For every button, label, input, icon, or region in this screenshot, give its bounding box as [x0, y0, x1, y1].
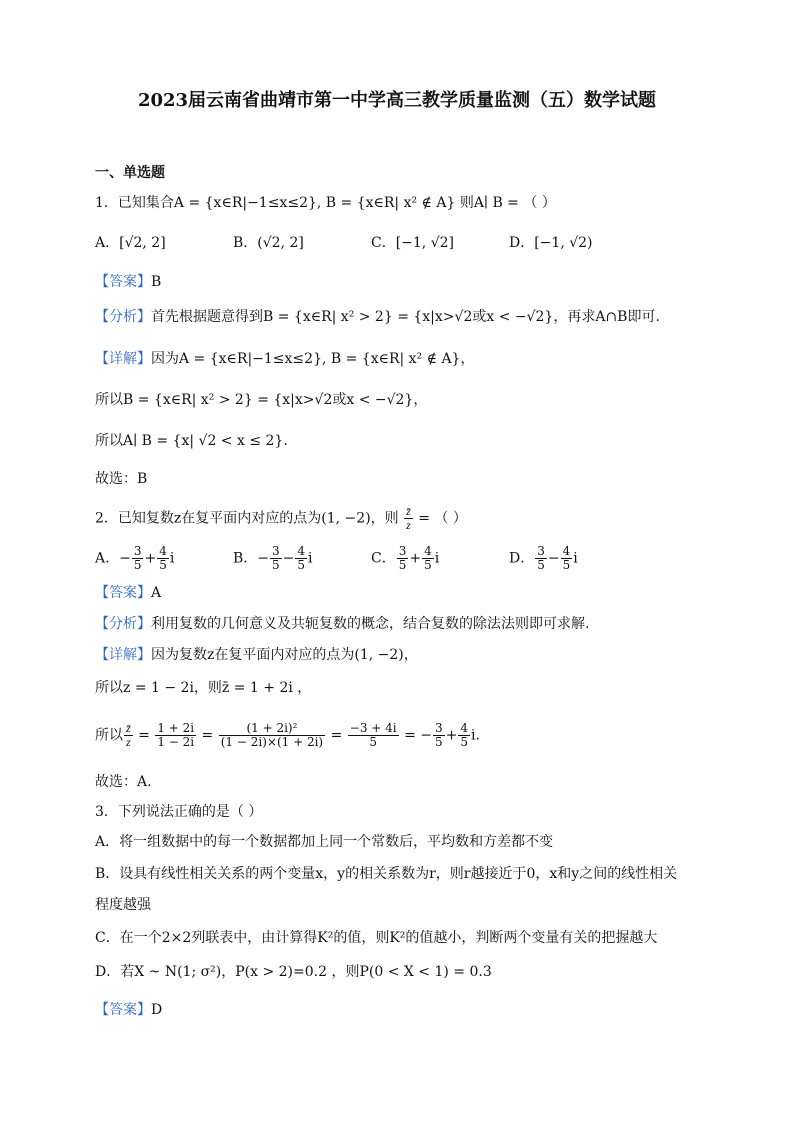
detail-tag: 【详解】 [95, 647, 151, 663]
q1-option-b: B．(√2, 2] [233, 235, 304, 251]
q2-option-c: C． $\frac{3}{5}$ + $\frac{4}{5}$ i [371, 544, 440, 572]
q2-detail-3: 所以 $\frac{z̄}{z}$ = $\frac{1 + 2i}{1 - 2i}$ = $\frac{\text{(1 + 2i)²}}{(1 - 2i)\times(1 + 2i)}$ = $\frac{-3 + 4i}{5}$ = − $\frac{3}{5}$ + $\frac{4}{5}$ i. [95, 721, 480, 749]
q1-detail-1 [95, 349, 474, 369]
q3-answer [95, 1000, 162, 1020]
q2-answer [95, 583, 161, 603]
q1-analysis [95, 307, 660, 327]
q2-stem-fraction: $\frac{z̄}{z}$ [406, 504, 411, 532]
q2-conclusion: 故选：A. [95, 774, 152, 790]
q1-option-d: D．[−1, √2) [509, 235, 593, 251]
answer-tag: 【答案】 [95, 274, 151, 290]
q2-option-a: A．− $\frac{3}{5}$ + $\frac{4}{5}$ i [95, 544, 175, 572]
q3-option-b-line1: B．设具有线性相关关系的两个变量x，y的相关系数为r，则r越接近于0，x和y之间的线性相关 [95, 866, 678, 882]
q3-option-a: A．将一组数据中的每一个数据都加上同一个常数后，平均数和方差都不变 [95, 834, 554, 850]
answer-tag: 【答案】 [95, 1002, 151, 1018]
q2-option-b: B．− $\frac{3}{5}$ − $\frac{4}{5}$ i [233, 544, 313, 572]
q2-analysis-text: 利用复数的几何意义及共轭复数的概念，结合复数的除法法则即可求解. [151, 616, 590, 632]
q3-stem: 3．下列说法正确的是（ ） [95, 804, 263, 820]
q2-option-d: D． $\frac{3}{5}$ − $\frac{4}{5}$ i [509, 544, 578, 572]
q2-detail-1-text: 因为复数z在复平面内对应的点为(1, −2)， [151, 647, 418, 663]
analysis-tag: 【分析】 [95, 309, 151, 325]
analysis-tag: 【分析】 [95, 616, 151, 632]
q2-answer-value: A [151, 585, 162, 601]
q1-answer-value: B [151, 274, 162, 290]
q2-stem-text: 2．已知复数z在复平面内对应的点为(1, −2)，则 [95, 510, 399, 527]
q3-option-b-line2: 程度越强 [95, 897, 151, 913]
q2-detail-1 [95, 645, 418, 665]
q2-detail-2: 所以z = 1 − 2i，则z̄ = 1 + 2i ， [95, 680, 312, 696]
section-heading: 一、单选题 [95, 165, 165, 181]
q1-conclusion: 故选：B [95, 471, 148, 487]
q1-analysis-text: 首先根据题意得到B = {x∈R| x² > 2} = {x|x>√2或x < −√2}，再求A∩B即可. [151, 309, 660, 325]
q1-option-a: A．[√2, 2] [95, 235, 166, 251]
q2-stem-tail: = （ ） [418, 510, 467, 527]
q1-detail-1-text: 因为A = {x∈R|−1≤x≤2}, B = {x∈R| x² ∉ A}， [151, 351, 475, 367]
answer-tag: 【答案】 [95, 585, 151, 601]
detail-tag: 【详解】 [95, 351, 151, 367]
q1-detail-2: 所以B = {x∈R| x² > 2} = {x|x>√2或x < −√2}， [95, 392, 428, 408]
q3-option-c: C．在一个2×2列联表中，由计算得K²的值，则K²的值越小，判断两个变量有关的把握越大 [95, 930, 658, 946]
q2-stem [95, 505, 467, 532]
q1-stem: 1．已知集合A = {x∈R|−1≤x≤2}, B = {x∈R| x² ∉ A} 则A∣ B = （ ） [95, 195, 556, 211]
q3-option-d: D．若X ~ N(1; σ²)，P(x > 2)=0.2 ，则P(0 < X < 1) = 0.3 [95, 964, 492, 980]
q2-analysis [95, 614, 589, 634]
q3-answer-value: D [151, 1002, 163, 1018]
q1-detail-3: 所以A∣ B = {x| √2 < x ≤ 2}. [95, 433, 288, 449]
page-title: 2023届云南省曲靖市第一中学高三教学质量监测（五）数学试题 [137, 90, 657, 111]
q1-answer [95, 272, 161, 292]
q1-option-c: C．[−1, √2] [371, 235, 455, 251]
